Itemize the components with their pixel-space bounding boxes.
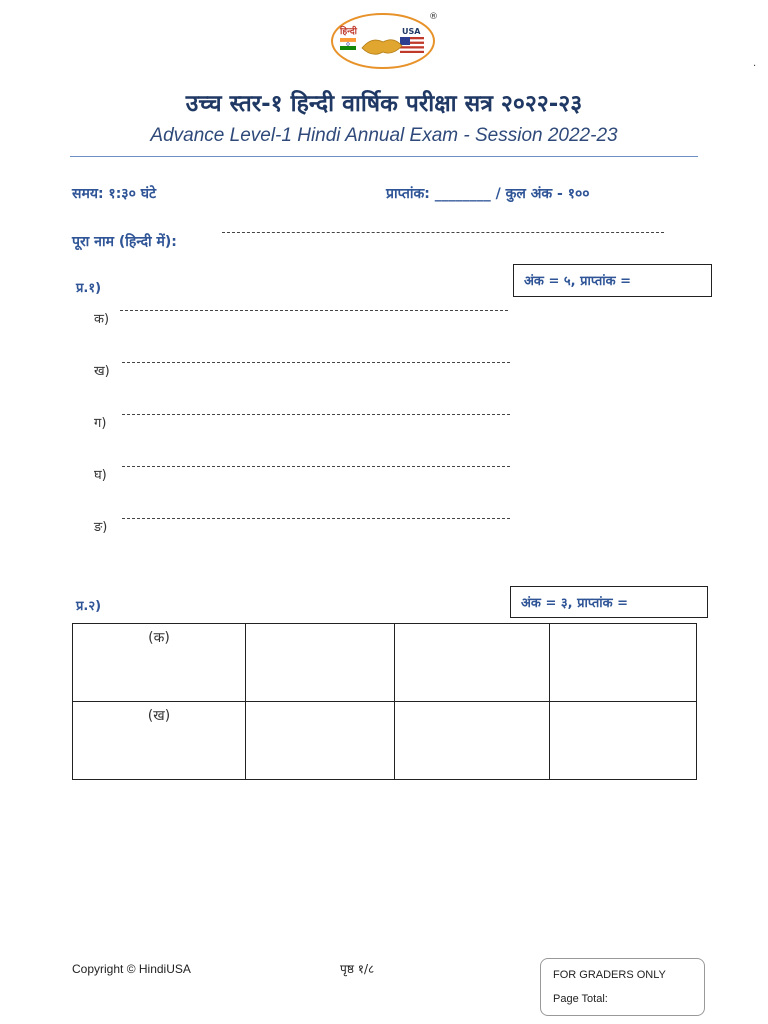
table-cell[interactable] xyxy=(246,702,395,780)
full-name-label: पूरा नाम (हिन्दी में): xyxy=(72,234,177,250)
option-label: घ) xyxy=(94,468,107,483)
table-row xyxy=(73,702,697,780)
graders-box xyxy=(540,958,705,1016)
page-total-label: Page Total: xyxy=(553,993,608,1005)
stray-mark: . xyxy=(753,58,757,69)
copyright-text: Copyright © HindiUSA xyxy=(72,962,191,976)
answer-line[interactable] xyxy=(122,362,510,363)
exam-time: समय: १:३० घंटे xyxy=(72,186,157,202)
registered-mark: ® xyxy=(429,12,438,22)
table-cell[interactable] xyxy=(395,624,550,702)
question-1-number: प्र.१) xyxy=(76,281,102,296)
table-cell[interactable] xyxy=(550,624,697,702)
logo-usa-text: USA xyxy=(402,27,421,36)
full-name-field[interactable] xyxy=(222,232,664,233)
table-cell[interactable] xyxy=(550,702,697,780)
option-label: ख) xyxy=(94,364,110,379)
logo-hindi-text: हिन्दी xyxy=(340,27,358,37)
answer-line[interactable] xyxy=(122,518,510,519)
option-label: ग) xyxy=(94,416,107,431)
table-cell-row-label: (ख) xyxy=(73,702,246,780)
answer-line[interactable] xyxy=(122,466,510,467)
graders-title: FOR GRADERS ONLY xyxy=(553,969,666,981)
option-label: ङ) xyxy=(94,520,108,535)
question-2-number: प्र.२) xyxy=(76,599,102,614)
question-2-marks-text: अंक = ३, प्राप्तांक = xyxy=(521,596,629,611)
answer-line[interactable] xyxy=(122,414,510,415)
page-number: पृष्ठ १/८ xyxy=(340,962,375,976)
exam-title-hindi: उच्च स्तर-१ हिन्दी वार्षिक परीक्षा सत्र २०२२-२३ xyxy=(185,91,583,117)
table-cell-row-label: (क) xyxy=(73,624,246,702)
question-2-table xyxy=(72,623,697,780)
table-cell[interactable] xyxy=(246,624,395,702)
question-1-marks-box xyxy=(513,264,712,297)
question-2-marks-box xyxy=(510,586,708,618)
question-1-marks-text: अंक = ५, प्राप्तांक = xyxy=(524,274,632,289)
option-label: क) xyxy=(94,312,110,327)
table-row xyxy=(73,624,697,702)
hindiusa-logo xyxy=(330,12,436,70)
total-marks: प्राप्तांक: ________ / कुल अंक - १०० xyxy=(386,186,590,202)
answer-line[interactable] xyxy=(120,310,508,311)
table-cell[interactable] xyxy=(395,702,550,780)
title-divider xyxy=(70,156,698,157)
exam-title-english: Advance Level-1 Hindi Annual Exam - Session 2022-23 xyxy=(150,125,618,146)
